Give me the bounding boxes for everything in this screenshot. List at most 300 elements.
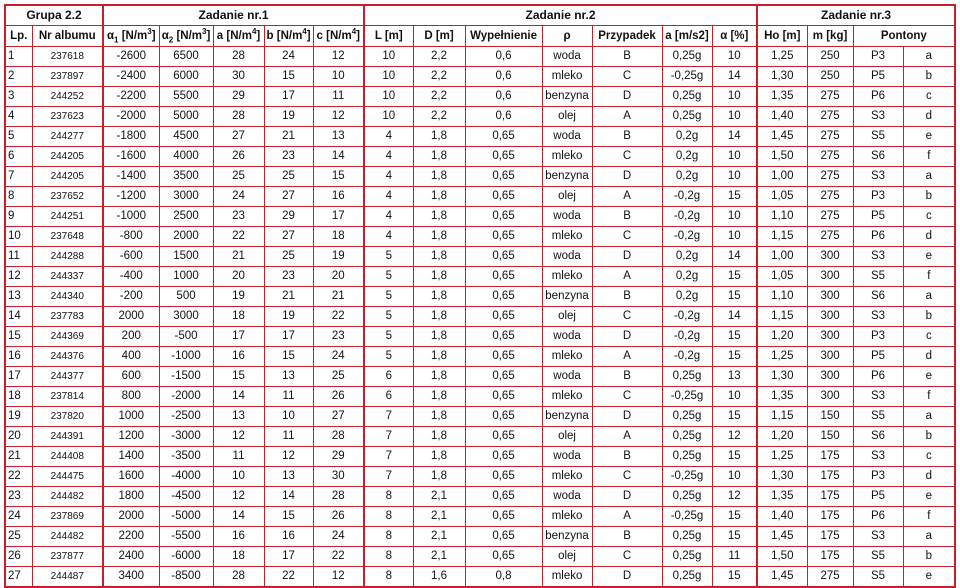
table-cell[interactable]: 1,8 — [413, 367, 465, 387]
table-cell[interactable]: a — [903, 47, 955, 67]
table-cell[interactable]: b — [903, 187, 955, 207]
table-cell[interactable]: 1,40 — [757, 107, 807, 127]
table-cell[interactable]: 1,35 — [757, 487, 807, 507]
table-cell[interactable]: 0,65 — [465, 127, 542, 147]
table-cell[interactable]: A — [592, 107, 662, 127]
table-cell[interactable]: 2,1 — [413, 527, 465, 547]
table-cell[interactable]: d — [903, 347, 955, 367]
table-cell[interactable]: mleko — [542, 387, 592, 407]
table-cell[interactable]: 2400 — [103, 547, 159, 567]
table-cell[interactable]: 6 — [364, 367, 413, 387]
table-cell[interactable]: 25 — [313, 367, 364, 387]
table-cell[interactable]: A — [592, 187, 662, 207]
table-cell[interactable]: 275 — [807, 87, 853, 107]
table-cell[interactable]: 1,00 — [757, 167, 807, 187]
table-cell[interactable]: 24 — [264, 47, 313, 67]
table-cell[interactable]: 300 — [807, 247, 853, 267]
table-cell[interactable]: 0,2g — [662, 287, 712, 307]
table-cell[interactable]: 1,8 — [413, 427, 465, 447]
table-cell[interactable]: mleko — [542, 267, 592, 287]
table-cell[interactable]: 13 — [5, 287, 32, 307]
table-cell[interactable]: 0,25g — [662, 567, 712, 588]
table-cell[interactable]: 5 — [364, 247, 413, 267]
table-cell[interactable]: benzyna — [542, 87, 592, 107]
table-cell[interactable]: 244251 — [32, 207, 103, 227]
table-cell[interactable]: D — [592, 87, 662, 107]
table-cell[interactable]: 2,2 — [413, 47, 465, 67]
table-cell[interactable]: 244475 — [32, 467, 103, 487]
table-cell[interactable]: 5500 — [159, 87, 213, 107]
table-cell[interactable]: 2 — [5, 67, 32, 87]
table-cell[interactable]: 150 — [807, 407, 853, 427]
table-cell[interactable]: 7 — [364, 467, 413, 487]
table-cell[interactable]: 244205 — [32, 167, 103, 187]
table-cell[interactable]: 15 — [712, 347, 757, 367]
table-cell[interactable]: 5 — [5, 127, 32, 147]
table-cell[interactable]: 200 — [103, 327, 159, 347]
table-cell[interactable]: 175 — [807, 467, 853, 487]
table-cell[interactable]: 15 — [213, 367, 264, 387]
table-cell[interactable]: 244377 — [32, 367, 103, 387]
table-cell[interactable]: olej — [542, 107, 592, 127]
table-cell[interactable]: 19 — [264, 107, 313, 127]
table-cell[interactable]: 23 — [5, 487, 32, 507]
table-cell[interactable]: 0,6 — [465, 107, 542, 127]
table-cell[interactable]: -1000 — [159, 347, 213, 367]
table-cell[interactable]: 275 — [807, 207, 853, 227]
table-cell[interactable]: 175 — [807, 447, 853, 467]
table-cell[interactable]: 0,65 — [465, 527, 542, 547]
table-cell[interactable]: mleko — [542, 67, 592, 87]
table-cell[interactable]: 12 — [313, 47, 364, 67]
table-cell[interactable]: 0,2g — [662, 127, 712, 147]
table-cell[interactable]: 1,30 — [757, 367, 807, 387]
table-cell[interactable]: 244482 — [32, 527, 103, 547]
table-cell[interactable]: f — [903, 267, 955, 287]
table-cell[interactable]: 5 — [364, 307, 413, 327]
table-cell[interactable]: 1,50 — [757, 147, 807, 167]
table-cell[interactable]: 23 — [264, 267, 313, 287]
table-cell[interactable]: 275 — [807, 227, 853, 247]
table-cell[interactable]: 237648 — [32, 227, 103, 247]
table-cell[interactable]: 15 — [712, 187, 757, 207]
table-cell[interactable]: C — [592, 547, 662, 567]
table-cell[interactable]: b — [903, 67, 955, 87]
table-cell[interactable]: 0,65 — [465, 467, 542, 487]
table-cell[interactable]: S3 — [853, 307, 903, 327]
table-cell[interactable]: 29 — [313, 447, 364, 467]
table-cell[interactable]: 300 — [807, 287, 853, 307]
table-cell[interactable]: 16 — [213, 347, 264, 367]
table-cell[interactable]: 22 — [313, 307, 364, 327]
table-cell[interactable]: 244408 — [32, 447, 103, 467]
table-cell[interactable]: 275 — [807, 167, 853, 187]
table-cell[interactable]: d — [903, 227, 955, 247]
table-cell[interactable]: 244369 — [32, 327, 103, 347]
table-cell[interactable]: -800 — [103, 227, 159, 247]
table-cell[interactable]: 12 — [712, 427, 757, 447]
table-cell[interactable]: -2000 — [159, 387, 213, 407]
table-cell[interactable]: B — [592, 47, 662, 67]
table-cell[interactable]: -2400 — [103, 67, 159, 87]
table-cell[interactable]: -500 — [159, 327, 213, 347]
table-cell[interactable]: 19 — [5, 407, 32, 427]
table-cell[interactable]: 1,35 — [757, 87, 807, 107]
table-cell[interactable]: 1,8 — [413, 267, 465, 287]
table-cell[interactable]: 10 — [364, 67, 413, 87]
table-cell[interactable]: 27 — [313, 407, 364, 427]
table-cell[interactable]: 26 — [213, 147, 264, 167]
table-cell[interactable]: D — [592, 167, 662, 187]
table-cell[interactable]: 10 — [712, 87, 757, 107]
table-cell[interactable]: 10 — [364, 107, 413, 127]
table-cell[interactable]: 10 — [5, 227, 32, 247]
table-cell[interactable]: 21 — [213, 247, 264, 267]
table-cell[interactable]: 1 — [5, 47, 32, 67]
table-cell[interactable]: -5000 — [159, 507, 213, 527]
table-cell[interactable]: 16 — [5, 347, 32, 367]
table-cell[interactable]: 3 — [5, 87, 32, 107]
table-cell[interactable]: 15 — [712, 507, 757, 527]
table-cell[interactable]: 12 — [5, 267, 32, 287]
table-cell[interactable]: 275 — [807, 147, 853, 167]
table-cell[interactable]: 10 — [712, 207, 757, 227]
table-cell[interactable]: 12 — [712, 487, 757, 507]
table-cell[interactable]: 14 — [712, 307, 757, 327]
table-cell[interactable]: 11 — [5, 247, 32, 267]
table-cell[interactable]: 6 — [364, 387, 413, 407]
table-cell[interactable]: 1,8 — [413, 147, 465, 167]
table-cell[interactable]: S3 — [853, 107, 903, 127]
table-cell[interactable]: 11 — [264, 427, 313, 447]
table-cell[interactable]: 1,8 — [413, 247, 465, 267]
table-cell[interactable]: -2200 — [103, 87, 159, 107]
table-cell[interactable]: 237814 — [32, 387, 103, 407]
table-cell[interactable]: 22 — [313, 547, 364, 567]
table-cell[interactable]: 10 — [712, 167, 757, 187]
table-cell[interactable]: 10 — [213, 467, 264, 487]
table-cell[interactable]: 13 — [712, 367, 757, 387]
table-cell[interactable]: 15 — [712, 567, 757, 588]
table-cell[interactable]: 0,65 — [465, 147, 542, 167]
table-cell[interactable]: 15 — [712, 267, 757, 287]
table-cell[interactable]: S5 — [853, 127, 903, 147]
table-cell[interactable]: 1,45 — [757, 567, 807, 588]
table-cell[interactable]: 1,8 — [413, 447, 465, 467]
table-cell[interactable]: woda — [542, 247, 592, 267]
table-cell[interactable]: -1800 — [103, 127, 159, 147]
table-cell[interactable]: -0,25g — [662, 67, 712, 87]
table-cell[interactable]: P5 — [853, 207, 903, 227]
table-cell[interactable]: 22 — [5, 467, 32, 487]
table-cell[interactable]: 1,20 — [757, 327, 807, 347]
table-cell[interactable]: 0,25g — [662, 407, 712, 427]
table-cell[interactable]: 10 — [712, 147, 757, 167]
table-cell[interactable]: 17 — [213, 327, 264, 347]
table-cell[interactable]: 15 — [712, 287, 757, 307]
table-cell[interactable]: 300 — [807, 347, 853, 367]
table-cell[interactable]: b — [903, 427, 955, 447]
table-cell[interactable]: 1,8 — [413, 387, 465, 407]
table-cell[interactable]: -600 — [103, 247, 159, 267]
table-cell[interactable]: S3 — [853, 387, 903, 407]
table-cell[interactable]: olej — [542, 427, 592, 447]
table-cell[interactable]: 20 — [213, 267, 264, 287]
table-cell[interactable]: 250 — [807, 67, 853, 87]
table-cell[interactable]: 10 — [712, 387, 757, 407]
table-cell[interactable]: 237652 — [32, 187, 103, 207]
table-cell[interactable]: P3 — [853, 187, 903, 207]
table-cell[interactable]: woda — [542, 127, 592, 147]
table-cell[interactable]: 0,25g — [662, 427, 712, 447]
table-cell[interactable]: 1,8 — [413, 347, 465, 367]
table-cell[interactable]: mleko — [542, 467, 592, 487]
table-cell[interactable]: -3000 — [159, 427, 213, 447]
table-cell[interactable]: B — [592, 447, 662, 467]
table-cell[interactable]: olej — [542, 187, 592, 207]
table-cell[interactable]: 0,25g — [662, 447, 712, 467]
table-cell[interactable]: 22 — [213, 227, 264, 247]
table-cell[interactable]: 4 — [364, 187, 413, 207]
table-cell[interactable]: 12 — [264, 447, 313, 467]
table-cell[interactable]: 17 — [264, 547, 313, 567]
table-cell[interactable]: D — [592, 247, 662, 267]
table-cell[interactable]: -0,25g — [662, 507, 712, 527]
table-cell[interactable]: 14 — [712, 247, 757, 267]
table-cell[interactable]: B — [592, 287, 662, 307]
table-cell[interactable]: 0,65 — [465, 187, 542, 207]
table-cell[interactable]: -0,2g — [662, 307, 712, 327]
table-cell[interactable]: 11 — [213, 447, 264, 467]
table-cell[interactable]: 24 — [313, 347, 364, 367]
table-cell[interactable]: 28 — [213, 47, 264, 67]
table-cell[interactable]: 2,2 — [413, 67, 465, 87]
table-cell[interactable]: 23 — [313, 327, 364, 347]
table-cell[interactable]: 8 — [364, 507, 413, 527]
table-cell[interactable]: 18 — [213, 547, 264, 567]
table-cell[interactable]: 500 — [159, 287, 213, 307]
table-cell[interactable]: 1,8 — [413, 327, 465, 347]
table-cell[interactable]: 237820 — [32, 407, 103, 427]
table-cell[interactable]: 15 — [712, 447, 757, 467]
table-cell[interactable]: 12 — [313, 567, 364, 588]
table-cell[interactable]: C — [592, 67, 662, 87]
table-cell[interactable]: A — [592, 347, 662, 367]
table-cell[interactable]: P3 — [853, 47, 903, 67]
table-cell[interactable]: S3 — [853, 247, 903, 267]
table-cell[interactable]: 1,15 — [757, 227, 807, 247]
table-cell[interactable]: C — [592, 227, 662, 247]
table-cell[interactable]: 0,6 — [465, 47, 542, 67]
table-cell[interactable]: -400 — [103, 267, 159, 287]
table-cell[interactable]: 15 — [5, 327, 32, 347]
table-cell[interactable]: 14 — [213, 387, 264, 407]
table-cell[interactable]: 1,50 — [757, 547, 807, 567]
table-cell[interactable]: 0,65 — [465, 287, 542, 307]
table-cell[interactable]: 21 — [264, 287, 313, 307]
table-cell[interactable]: 10 — [712, 47, 757, 67]
table-cell[interactable]: 0,65 — [465, 347, 542, 367]
table-cell[interactable]: 244252 — [32, 87, 103, 107]
table-cell[interactable]: 2,1 — [413, 507, 465, 527]
table-cell[interactable]: 1,8 — [413, 207, 465, 227]
table-cell[interactable]: 14 — [712, 127, 757, 147]
table-cell[interactable]: D — [592, 327, 662, 347]
table-cell[interactable]: 2000 — [103, 507, 159, 527]
table-cell[interactable]: P5 — [853, 347, 903, 367]
table-cell[interactable]: 0,25g — [662, 47, 712, 67]
table-cell[interactable]: -200 — [103, 287, 159, 307]
table-cell[interactable]: 237618 — [32, 47, 103, 67]
table-cell[interactable]: 16 — [313, 187, 364, 207]
table-cell[interactable]: 25 — [264, 167, 313, 187]
table-cell[interactable]: 10 — [364, 87, 413, 107]
table-cell[interactable]: 2,2 — [413, 107, 465, 127]
table-cell[interactable]: 1,8 — [413, 287, 465, 307]
table-cell[interactable]: mleko — [542, 347, 592, 367]
table-cell[interactable]: 1,15 — [757, 307, 807, 327]
table-cell[interactable]: 275 — [807, 107, 853, 127]
table-cell[interactable]: 14 — [213, 507, 264, 527]
table-cell[interactable]: 0,8 — [465, 567, 542, 588]
table-cell[interactable]: C — [592, 387, 662, 407]
table-cell[interactable]: 12 — [313, 107, 364, 127]
table-cell[interactable]: 9 — [5, 207, 32, 227]
table-cell[interactable]: 0,25g — [662, 367, 712, 387]
table-cell[interactable]: 15 — [264, 507, 313, 527]
table-cell[interactable]: 1,35 — [757, 387, 807, 407]
table-cell[interactable]: S3 — [853, 167, 903, 187]
table-cell[interactable]: mleko — [542, 567, 592, 588]
table-cell[interactable]: 16 — [264, 527, 313, 547]
table-cell[interactable]: e — [903, 367, 955, 387]
table-cell[interactable]: 13 — [213, 407, 264, 427]
table-cell[interactable]: 1000 — [103, 407, 159, 427]
table-cell[interactable]: D — [592, 407, 662, 427]
table-cell[interactable]: 5 — [364, 347, 413, 367]
table-cell[interactable]: 1,45 — [757, 127, 807, 147]
table-cell[interactable]: e — [903, 127, 955, 147]
table-cell[interactable]: mleko — [542, 227, 592, 247]
table-cell[interactable]: b — [903, 547, 955, 567]
table-cell[interactable]: benzyna — [542, 407, 592, 427]
table-cell[interactable]: 25 — [213, 167, 264, 187]
table-cell[interactable]: b — [903, 307, 955, 327]
table-cell[interactable]: 28 — [313, 487, 364, 507]
table-cell[interactable]: benzyna — [542, 287, 592, 307]
table-cell[interactable]: 1,25 — [757, 447, 807, 467]
table-cell[interactable]: 19 — [264, 307, 313, 327]
table-cell[interactable]: 14 — [313, 147, 364, 167]
table-cell[interactable]: -1200 — [103, 187, 159, 207]
table-cell[interactable]: 0,2g — [662, 147, 712, 167]
table-cell[interactable]: 24 — [5, 507, 32, 527]
table-cell[interactable]: 4 — [364, 127, 413, 147]
table-cell[interactable]: 1,8 — [413, 227, 465, 247]
table-cell[interactable]: woda — [542, 367, 592, 387]
table-cell[interactable]: c — [903, 327, 955, 347]
table-cell[interactable]: -1600 — [103, 147, 159, 167]
table-cell[interactable]: 22 — [264, 567, 313, 588]
table-cell[interactable]: 15 — [264, 67, 313, 87]
table-cell[interactable]: 4 — [364, 227, 413, 247]
table-cell[interactable]: -0,25g — [662, 467, 712, 487]
table-cell[interactable]: benzyna — [542, 527, 592, 547]
table-cell[interactable]: 17 — [5, 367, 32, 387]
table-cell[interactable]: 17 — [313, 207, 364, 227]
table-cell[interactable]: 18 — [313, 227, 364, 247]
table-cell[interactable]: 11 — [313, 87, 364, 107]
table-cell[interactable]: 28 — [313, 427, 364, 447]
table-cell[interactable]: 1,00 — [757, 247, 807, 267]
table-cell[interactable]: 13 — [313, 127, 364, 147]
table-cell[interactable]: 27 — [5, 567, 32, 588]
table-cell[interactable]: S6 — [853, 147, 903, 167]
table-cell[interactable]: 2500 — [159, 207, 213, 227]
table-cell[interactable]: 1,8 — [413, 467, 465, 487]
table-cell[interactable]: 30 — [313, 467, 364, 487]
table-cell[interactable]: 275 — [807, 127, 853, 147]
table-cell[interactable]: P3 — [853, 327, 903, 347]
table-cell[interactable]: 300 — [807, 387, 853, 407]
table-cell[interactable]: 237897 — [32, 67, 103, 87]
table-cell[interactable]: 0,65 — [465, 307, 542, 327]
table-cell[interactable]: 14 — [712, 67, 757, 87]
table-cell[interactable]: 0,65 — [465, 547, 542, 567]
table-cell[interactable]: 800 — [103, 387, 159, 407]
table-cell[interactable]: 14 — [264, 487, 313, 507]
table-cell[interactable]: 15 — [264, 347, 313, 367]
table-cell[interactable]: 0,65 — [465, 507, 542, 527]
table-cell[interactable]: -3500 — [159, 447, 213, 467]
table-cell[interactable]: 275 — [807, 567, 853, 588]
table-cell[interactable]: 175 — [807, 527, 853, 547]
table-cell[interactable]: 12 — [213, 487, 264, 507]
table-cell[interactable]: 4 — [364, 147, 413, 167]
table-cell[interactable]: -0,2g — [662, 347, 712, 367]
table-cell[interactable]: 8 — [364, 487, 413, 507]
table-cell[interactable]: 26 — [5, 547, 32, 567]
table-cell[interactable]: a — [903, 407, 955, 427]
table-cell[interactable]: 5 — [364, 327, 413, 347]
table-cell[interactable]: C — [592, 147, 662, 167]
table-cell[interactable]: 244288 — [32, 247, 103, 267]
table-cell[interactable]: 237869 — [32, 507, 103, 527]
table-cell[interactable]: 30 — [213, 67, 264, 87]
table-cell[interactable]: 10 — [712, 107, 757, 127]
table-cell[interactable]: B — [592, 127, 662, 147]
table-cell[interactable]: 25 — [5, 527, 32, 547]
table-cell[interactable]: woda — [542, 447, 592, 467]
table-cell[interactable]: 28 — [213, 567, 264, 588]
table-cell[interactable]: c — [903, 87, 955, 107]
table-cell[interactable]: 1400 — [103, 447, 159, 467]
table-cell[interactable]: S3 — [853, 527, 903, 547]
table-cell[interactable]: 1,25 — [757, 47, 807, 67]
table-cell[interactable]: 26 — [313, 387, 364, 407]
table-cell[interactable]: 8 — [364, 527, 413, 547]
table-cell[interactable]: 1,30 — [757, 67, 807, 87]
table-cell[interactable]: 1,45 — [757, 527, 807, 547]
table-cell[interactable]: 400 — [103, 347, 159, 367]
table-cell[interactable]: 0,2g — [662, 247, 712, 267]
table-cell[interactable]: 4500 — [159, 127, 213, 147]
table-cell[interactable]: S5 — [853, 267, 903, 287]
table-cell[interactable]: f — [903, 147, 955, 167]
table-cell[interactable]: B — [592, 207, 662, 227]
table-cell[interactable]: 7 — [364, 447, 413, 467]
table-cell[interactable]: 0,65 — [465, 227, 542, 247]
